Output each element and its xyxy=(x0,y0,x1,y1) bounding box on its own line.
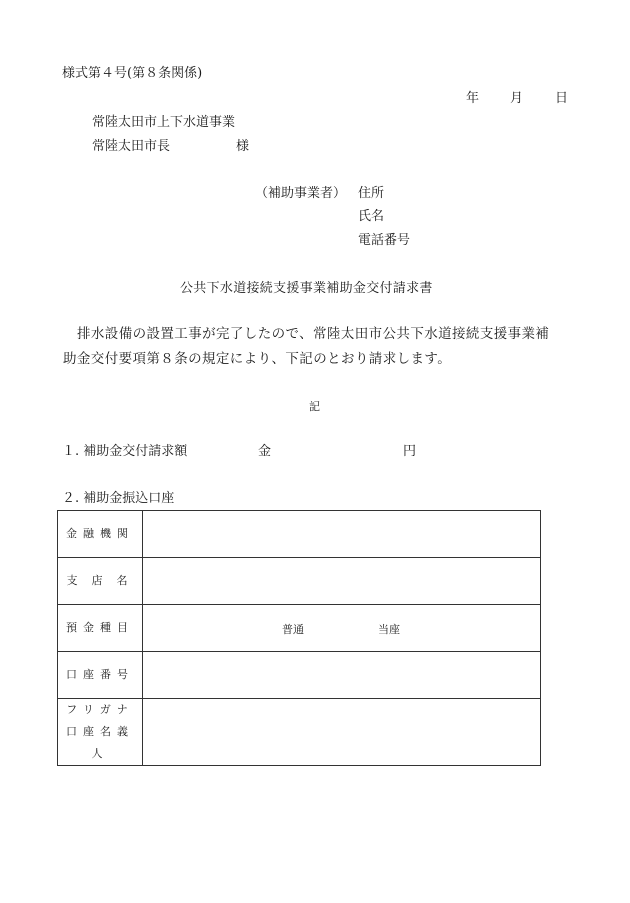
body-line-1: 排水設備の設置工事が完了したので、常陸太田市公共下水道接続支援事業補 xyxy=(77,326,550,342)
branch-field[interactable] xyxy=(143,558,541,605)
body-line-2: 助金交付要項第８条の規定により、下記のとおり請求します。 xyxy=(63,351,452,367)
date-year: 年 xyxy=(466,91,480,106)
form-number: 様式第４号(第８条関係) xyxy=(62,66,203,81)
bank-label: 金融機関 xyxy=(58,511,143,558)
branch-label: 支店名 xyxy=(58,558,143,605)
account-number-label: 口座番号 xyxy=(58,652,143,699)
applicant-name-label: 氏名 xyxy=(358,209,385,224)
deposit-option-checking[interactable]: 当座 xyxy=(378,623,400,636)
item2-label: ２. 補助金振込口座 xyxy=(62,491,175,506)
document-title: 公共下水道接続支援事業補助金交付請求書 xyxy=(180,281,433,296)
table-row xyxy=(58,652,541,699)
table-row xyxy=(58,558,541,605)
deposit-option-ordinary[interactable]: 普通 xyxy=(282,623,304,636)
item1-label: １. 補助金交付請求額 xyxy=(62,444,188,459)
bank-field[interactable] xyxy=(143,511,541,558)
date-day: 日 xyxy=(555,91,569,106)
table-row xyxy=(58,605,541,652)
holder-label-cell xyxy=(58,699,143,766)
addressee-mayor: 常陸太田市長 xyxy=(92,139,171,154)
ki-heading: 記 xyxy=(309,400,320,413)
deposit-type-field[interactable] xyxy=(143,605,541,652)
honorific: 様 xyxy=(236,139,250,154)
furigana-label: フリガナ xyxy=(66,703,134,716)
applicant-phone-label: 電話番号 xyxy=(358,233,411,248)
applicant-address-label: 住所 xyxy=(358,186,385,201)
holder-field[interactable] xyxy=(143,699,541,766)
account-number-field[interactable] xyxy=(143,652,541,699)
item1-kin: 金 xyxy=(258,444,272,459)
item1-en: 円 xyxy=(403,444,417,459)
date-month: 月 xyxy=(510,91,524,106)
holder-label: 口座名義人 xyxy=(66,725,134,760)
applicant-label: （補助事業者） xyxy=(255,186,347,201)
deposit-type-label: 預金種目 xyxy=(58,605,143,652)
table-row xyxy=(58,699,541,766)
account-table xyxy=(57,510,541,766)
table-row xyxy=(58,511,541,558)
addressee-utility: 常陸太田市上下水道事業 xyxy=(92,115,236,130)
